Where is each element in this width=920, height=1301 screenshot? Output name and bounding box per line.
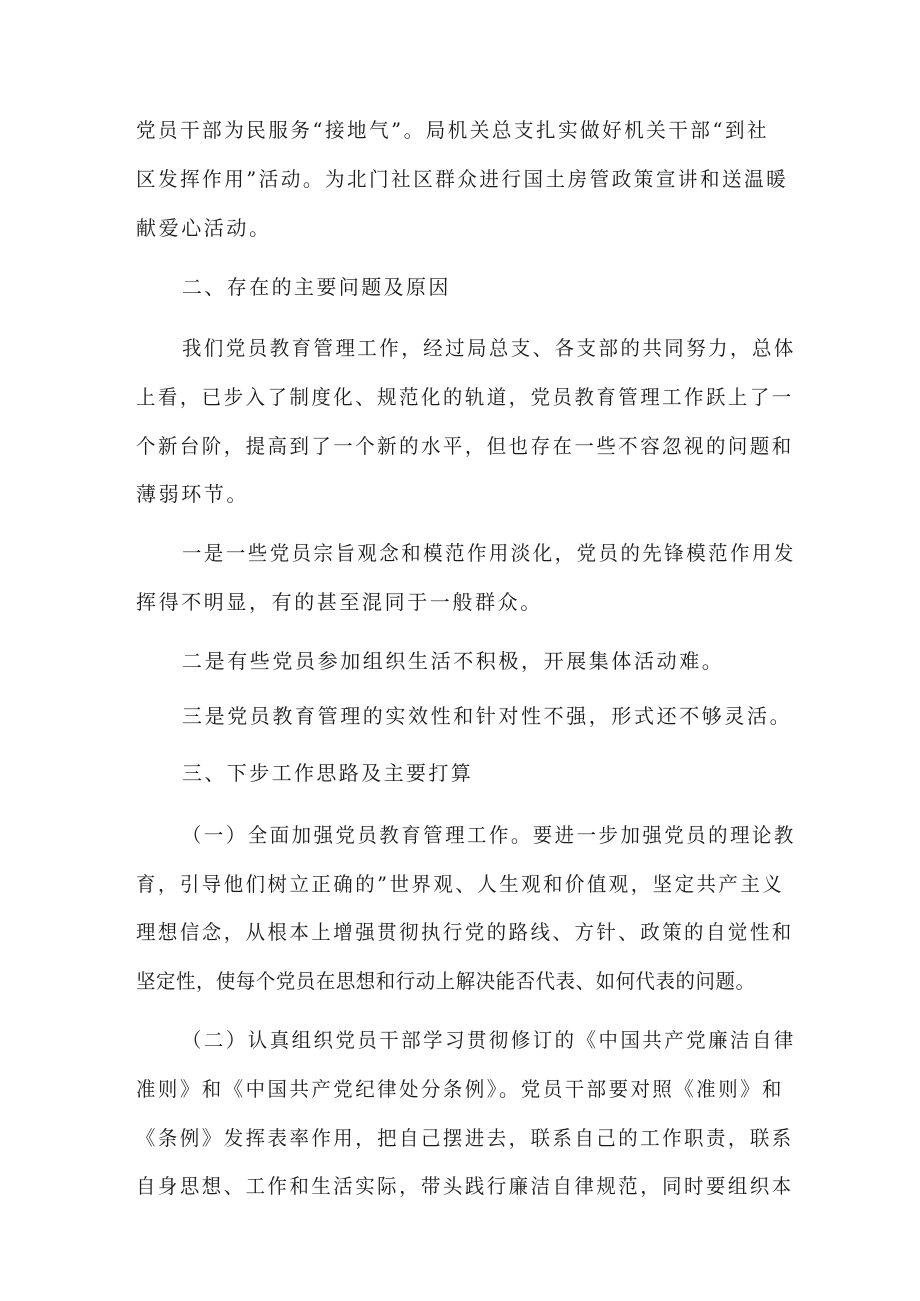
- text-line: 党员干部为民服务“接地气”。局机关总支扎实做好机关干部“到社: [136, 118, 770, 142]
- text-line: （一）全面加强党员教育管理工作。要进一步加强党员的理论教: [182, 823, 796, 847]
- text-line: （二）认真组织党员干部学习贯彻修订的《中国共产党廉洁自律: [182, 1028, 796, 1052]
- paragraph-4: 二是有些党员参加组织生活不积极，开展集体活动难。: [182, 649, 725, 673]
- text-line: 自身思想、工作和生活实际，带头践行廉洁自律规范，同时要组织本: [136, 1174, 794, 1198]
- section-heading-3: 三、下步工作思路及主要打算: [182, 761, 474, 785]
- text-line: 个新台阶，提高到了一个新的水平，但也存在一些不容忽视的问题和: [136, 434, 794, 458]
- text-line: 《条例》发挥表率作用，把自己摆进去，联系自己的工作职责，联系: [136, 1126, 794, 1150]
- paragraph-5: 三是党员教育管理的实效性和针对性不强，形式还不够灵活。: [182, 704, 793, 728]
- text-line: 挥得不明显，有的甚至混同于一般群众。: [136, 590, 543, 614]
- text-line: 薄弱环节。: [136, 482, 249, 506]
- text-line: 理想信念，从根本上增强贯彻执行党的路线、方针、政策的自觉性和: [136, 920, 794, 944]
- section-heading-2: 二、存在的主要问题及原因: [182, 275, 451, 299]
- text-line: 准则》和《中国共产党纪律处分条例》。党员干部要对照《准则》和: [136, 1077, 784, 1101]
- text-line: 一是一些党员宗旨观念和模范作用淡化，党员的先锋模范作用发: [182, 541, 796, 565]
- text-line: 区发挥作用”活动。为北门社区群众进行国土房管政策宣讲和送温暖: [136, 167, 789, 191]
- text-line: 我们党员教育管理工作，经过局总支、各支部的共同努力，总体: [182, 336, 796, 360]
- text-line: 上看，已步入了制度化、规范化的轨道，党员教育管理工作跃上了一: [136, 385, 794, 409]
- text-line: 坚定性，使每个党员在思想和行动上解决能否代表、如何代表的问题。: [136, 969, 756, 993]
- text-line: 献爱心活动。: [136, 216, 272, 240]
- text-line: 育，引导他们树立正确的”世界观、人生观和价值观，坚定共产主义: [136, 872, 785, 896]
